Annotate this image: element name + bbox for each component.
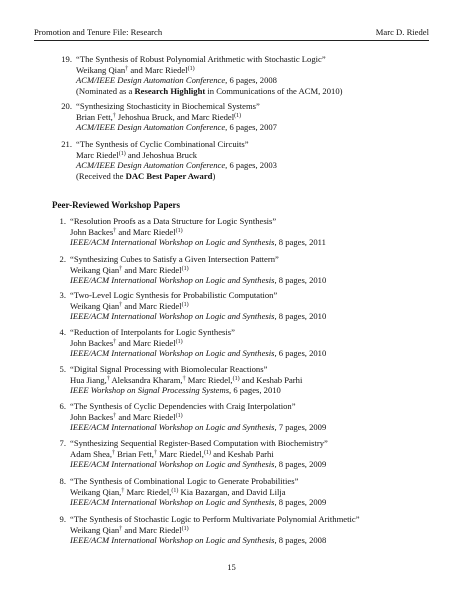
entry-authors: Weikang Qian,† Marc Riedel,$^{(1)}$ Kia Bazargan, and David Lilja <box>70 486 286 497</box>
header-rule <box>34 40 429 41</box>
entry-number: 21. <box>61 139 72 149</box>
entry-venue: IEEE/ACM International Workshop on Logic and Synthesis <box>70 497 275 508</box>
entry-authors: John Backes† and Marc Riedel$^{(1)}$ <box>70 411 183 422</box>
entry-authors: John Backes† and Marc Riedel$^{(1)}$ <box>70 226 183 237</box>
page-number: 15 <box>227 562 236 572</box>
entry-number: 19. <box>61 54 72 64</box>
entry-venue-line: IEEE/ACM International Workshop on Logic and Synthesis, 8 pages, 2009 <box>70 497 327 508</box>
entry-number: 9. <box>59 514 66 524</box>
entry-title: “Resolution Proofs as a Data Structure for Logic Synthesis” <box>70 216 277 226</box>
entry-venue: ACM/IEEE Design Automation Conference <box>76 122 226 133</box>
entry-title: “The Synthesis of Stochastic Logic to Perform Multivariate Polynomial Arithmetic” <box>70 514 360 524</box>
entry-venue: ACM/IEEE Design Automation Conference <box>76 75 226 86</box>
entry-authors: Weikang Qian† and Marc Riedel$^{(1)}$ <box>76 64 195 75</box>
entry-title: “Two-Level Logic Synthesis for Probabilistic Computation” <box>70 290 278 300</box>
header-right: Marc D. Riedel <box>375 27 429 37</box>
entry-venue-line: IEEE/ACM International Workshop on Logic and Synthesis, 8 pages, 2009 <box>70 459 327 470</box>
entry-number: 6. <box>59 401 66 411</box>
entry-authors: Adam Shea,† Brian Fett,† Marc Riedel,$^{(1)}$ and Keshab Parhi <box>70 448 274 459</box>
entry-authors: Weikang Qian† and Marc Riedel$^{(1)}$ <box>70 524 189 535</box>
entry-authors: Brian Fett,† Jehoshua Bruck, and Marc Riedel$^{(1)}$ <box>76 111 242 122</box>
entry-number: 8. <box>59 476 66 486</box>
entry-venue-line: IEEE/ACM International Workshop on Logic and Synthesis, 8 pages, 2010 <box>70 311 327 322</box>
entry-number: 20. <box>61 101 72 111</box>
entry-venue-line: IEEE Workshop on Signal Processing Systems, 6 pages, 2010 <box>70 385 281 396</box>
entry-title: “The Synthesis of Robust Polynomial Arithmetic with Stochastic Logic” <box>76 54 326 64</box>
entry-venue: IEEE Workshop on Signal Processing Systems <box>70 385 230 396</box>
entry-venue-line: IEEE/ACM International Workshop on Logic and Synthesis, 8 pages, 2010 <box>70 275 327 286</box>
entry-venue: IEEE/ACM International Workshop on Logic and Synthesis <box>70 535 275 546</box>
entry-title: “Synthesizing Cubes to Satisfy a Given Intersection Pattern” <box>70 254 279 264</box>
entry-venue: IEEE/ACM International Workshop on Logic and Synthesis <box>70 459 275 470</box>
entry-venue: IEEE/ACM International Workshop on Logic and Synthesis <box>70 237 275 248</box>
entry-authors: Hua Jiang,† Aleksandra Kharam,† Marc Riedel,$^{(1)}$ and Keshab Parhi <box>70 374 303 385</box>
entry-venue: ACM/IEEE Design Automation Conference <box>76 160 226 171</box>
entry-number: 1. <box>59 216 66 226</box>
entry-venue-line: ACM/IEEE Design Automation Conference, 6 pages, 2008 <box>76 75 277 86</box>
entry-title: “Synthesizing Sequential Register-Based Computation with Biochemistry” <box>70 438 328 448</box>
page-header <box>34 26 429 38</box>
entry-title: “Reduction of Interpolants for Logic Synthesis” <box>70 327 235 337</box>
entry-venue: IEEE/ACM International Workshop on Logic and Synthesis <box>70 422 275 433</box>
entry-authors: Weikang Qian† and Marc Riedel$^{(1)}$ <box>70 300 189 311</box>
entry-number: 5. <box>59 364 66 374</box>
entry-venue-line: IEEE/ACM International Workshop on Logic and Synthesis, 8 pages, 2008 <box>70 535 327 546</box>
entry-authors: Marc Riedel$^{(1)}$ and Jehoshua Bruck <box>76 149 198 160</box>
entry-title: “Synthesizing Stochasticity in Biochemical Systems” <box>76 101 260 111</box>
header-left: Promotion and Tenure File: Research <box>34 27 163 37</box>
entry-venue: IEEE/ACM International Workshop on Logic and Synthesis <box>70 275 275 286</box>
entry-venue: IEEE/ACM International Workshop on Logic and Synthesis <box>70 348 275 359</box>
entry-note: (Nominated as a Research Highlight in Communications of the ACM, 2010) <box>76 85 343 96</box>
entry-number: 2. <box>59 254 66 264</box>
entry-venue-line: IEEE/ACM International Workshop on Logic and Synthesis, 6 pages, 2010 <box>70 348 327 359</box>
entry-venue-line: ACM/IEEE Design Automation Conference, 6 pages, 2003 <box>76 160 277 171</box>
entry-venue-line: ACM/IEEE Design Automation Conference, 6 pages, 2007 <box>76 122 277 133</box>
entry-title: “Digital Signal Processing with Biomolecular Reactions” <box>70 364 268 374</box>
entry-venue: IEEE/ACM International Workshop on Logic and Synthesis <box>70 311 275 322</box>
entry-number: 4. <box>59 327 66 337</box>
entry-venue-line: IEEE/ACM International Workshop on Logic and Synthesis, 7 pages, 2009 <box>70 422 327 433</box>
entry-authors: Weikang Qian† and Marc Riedel$^{(1)}$ <box>70 264 189 275</box>
entry-note: (Received the DAC Best Paper Award) <box>76 170 216 181</box>
entry-title: “The Synthesis of Cyclic Combinational Circuits” <box>76 139 249 149</box>
entry-number: 3. <box>59 290 66 300</box>
section-heading: Peer-Reviewed Workshop Papers <box>52 200 180 210</box>
entry-title: “The Synthesis of Cyclic Dependencies with Craig Interpolation” <box>70 401 296 411</box>
entry-title: “The Synthesis of Combinational Logic to Generate Probabilities” <box>70 476 299 486</box>
entry-number: 7. <box>59 438 66 448</box>
entry-venue-line: IEEE/ACM International Workshop on Logic and Synthesis, 8 pages, 2011 <box>70 237 326 248</box>
entry-authors: John Backes† and Marc Riedel$^{(1)}$ <box>70 337 183 348</box>
